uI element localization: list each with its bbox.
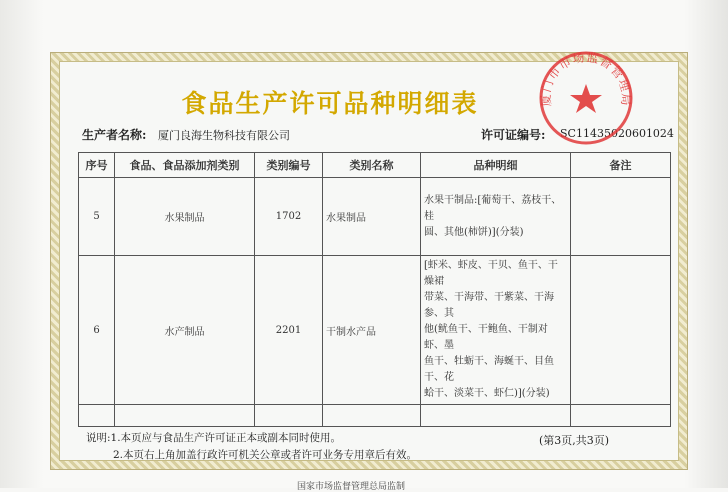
license-label: 许可证编号: — [481, 128, 546, 142]
empty-cell — [115, 405, 255, 427]
empty-cell — [255, 405, 323, 427]
header-food-category: 食品、食品添加剂类别 — [115, 153, 255, 178]
footnote-1: 说明:1.本页应与食品生产许可证正本或副本同时使用。 — [86, 432, 342, 444]
empty-cell — [79, 405, 115, 427]
seal-text: 厦门市市场监督管理局 — [538, 50, 634, 107]
official-seal — [536, 48, 636, 148]
detail-line: 带菜、干海带、干紫菜、干海参、其 — [424, 292, 554, 319]
row-variety-detail — [421, 256, 571, 405]
row-category-code: 1702 — [255, 178, 323, 256]
row-number: 6 — [79, 256, 115, 405]
row-category-name: 水果制品 — [323, 178, 421, 256]
header-variety-detail: 品种明细 — [421, 153, 571, 178]
detail-line: 水果干制品:[葡萄干、荔枝干、桂 — [424, 194, 562, 222]
row-number: 5 — [79, 178, 115, 256]
product-detail-table — [78, 152, 671, 427]
row-food-category: 水产制品 — [115, 256, 255, 405]
table-header-row — [79, 153, 671, 178]
row-food-category: 水果制品 — [115, 178, 255, 256]
header-remark: 备注 — [571, 153, 671, 178]
detail-line: [虾米、虾皮、干贝、鱼干、干燥裙 — [424, 260, 558, 287]
row-category-name: 干制水产品 — [323, 256, 421, 405]
header-category-name: 类别名称 — [323, 153, 421, 178]
footnotes — [86, 430, 417, 464]
header-category-code: 类别编号 — [255, 153, 323, 178]
empty-cell — [571, 405, 671, 427]
detail-line: 鱼干、牡蛎干、海蜒干、目鱼干、花 — [424, 356, 554, 383]
header-number: 序号 — [79, 153, 115, 178]
footnote-2: 2.本页右上角加盖行政许可机关公章或者许可业务专用章后有效。 — [113, 449, 418, 461]
detail-line: 圆、其他(柿饼)](分装) — [424, 226, 524, 238]
detail-line: 蛤干、淡菜干、虾仁)](分装) — [424, 388, 550, 399]
license-number: SC11435020601024 — [560, 127, 674, 140]
row-remark — [571, 256, 671, 405]
page-indicator: (第3页,共3页) — [539, 434, 610, 447]
row-variety-detail — [421, 178, 571, 256]
producer-name: 厦门良海生物科技有限公司 — [158, 129, 290, 142]
issuer-footer: 国家市场监督管理总局监制 — [297, 482, 406, 492]
table-row — [79, 178, 671, 256]
row-category-code: 2201 — [255, 256, 323, 405]
document-title: 食品生产许可品种明细表 — [181, 89, 479, 118]
empty-cell — [323, 405, 421, 427]
row-remark — [571, 178, 671, 256]
producer-label: 生产者名称: — [82, 128, 147, 142]
star-icon — [570, 84, 602, 113]
table-row — [79, 256, 671, 405]
detail-line: 他(鱿鱼干、干鲍鱼、干制对虾、墨 — [424, 324, 548, 351]
table-row-empty — [79, 405, 671, 427]
empty-cell — [421, 405, 571, 427]
